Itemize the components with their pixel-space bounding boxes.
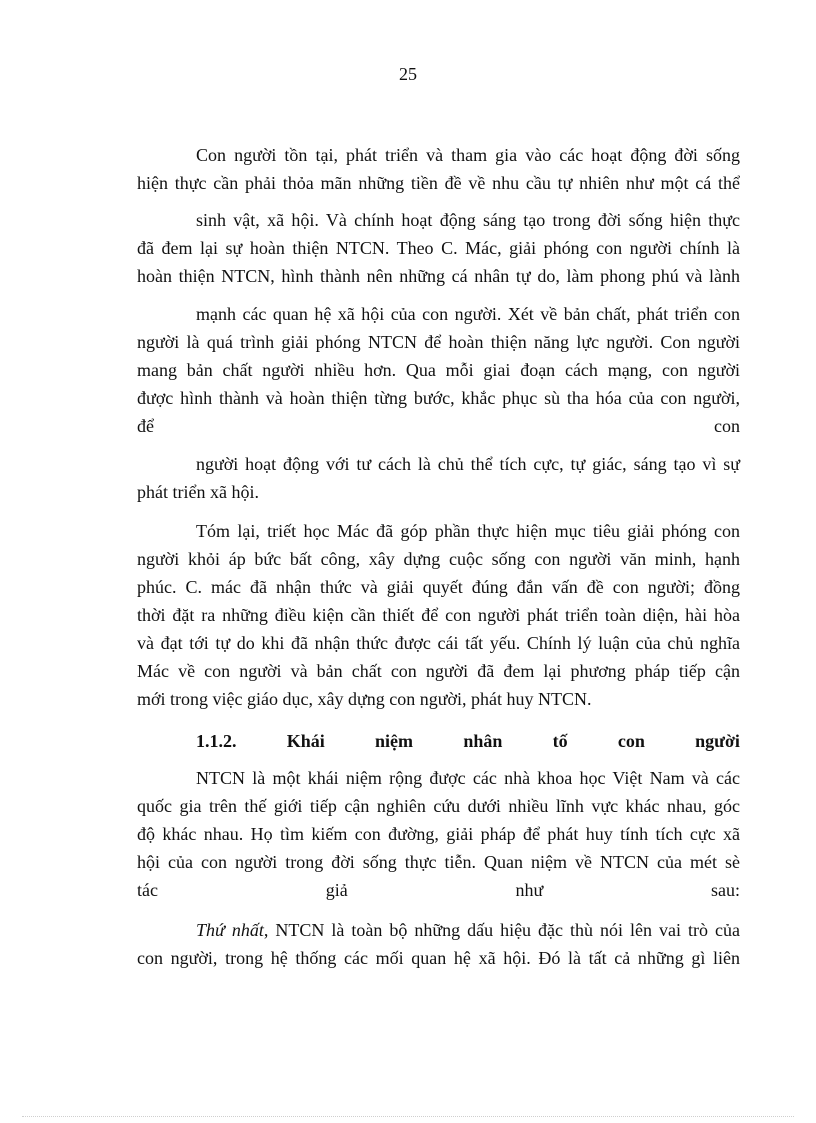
word: để [137, 416, 154, 436]
heading-word: Khái [286, 731, 325, 751]
text-line: và đạt tới tự do khi đã nhận thức được cái tất yếu. Chính lý luận của chủ nghĩa [137, 633, 740, 653]
text-line: độ khác nhau. Họ tìm kiếm con đường, giải pháp để phát huy tính tích cực xã [137, 824, 740, 844]
text-line: người khỏi áp bức bất công, xây dựng cuộc sống con người văn minh, hạnh [137, 549, 740, 569]
page-bottom-rule [22, 1116, 794, 1117]
text-line: phúc. C. mác đã nhận thức và giải quyết đúng đắn vấn đề con người; đồng [137, 577, 740, 597]
text-line: mang bản chất người nhiều hơn. Qua mỗi giai đoạn cách mạng, con người [137, 360, 740, 380]
text-line: người là quá trình giải phóng NTCN để hoàn thiện năng lực người. Con người [137, 332, 740, 352]
text-line: đã đem lại sự hoàn thiện NTCN. Theo C. Mác, giải phóng con người chính là [137, 238, 740, 258]
word: tác [137, 880, 158, 900]
text-line: NTCN là một khái niệm rộng được các nhà khoa học Việt Nam và các [196, 768, 740, 788]
text-line: Con người tồn tại, phát triển và tham gia vào các hoạt động đời sống [196, 145, 740, 165]
text-line: hoàn thiện NTCN, hình thành nên những cá nhân tự do, làm phong phú và lành [137, 266, 740, 286]
section-heading [196, 729, 740, 753]
heading-word: người [695, 731, 740, 751]
heading-word: tố [552, 731, 568, 751]
text-line: quốc gia trên thế giới tiếp cận nghiên cứu dưới nhiều lĩnh vực khác nhau, góc [137, 796, 740, 816]
text-line: Mác về con người và bản chất con người đã đem lại phương pháp tiếp cận [137, 661, 740, 681]
text-line: mới trong việc giáo dục, xây dựng con người, phát huy NTCN. [137, 689, 592, 709]
word: sau: [711, 880, 740, 900]
heading-word: niệm [375, 731, 414, 751]
split-line [137, 414, 740, 438]
text-line: người hoạt động với tư cách là chủ thể tích cực, tự giác, sáng tạo vì sự [196, 454, 740, 474]
text-line: thời đặt ra những điều kiện cần thiết để con người phát triển toàn diện, hài hòa [137, 605, 740, 625]
text-line: mạnh các quan hệ xã hội của con người. Xét về bản chất, phát triển con [196, 304, 740, 324]
text-line: hiện thực cần phải thỏa mãn những tiền đề về nhu cầu tự nhiên như một cá thể [137, 173, 740, 193]
word: con [714, 416, 740, 436]
heading-word: nhân [463, 731, 503, 751]
word: giả [325, 880, 348, 900]
text-line: phát triển xã hội. [137, 482, 259, 502]
split-line [137, 878, 740, 902]
italic-lead: Thứ nhất [196, 920, 264, 940]
text-line: hội của con người trong đời sống thực tiễn. Quan niệm về NTCN của mét sè [137, 852, 740, 872]
text-line: con người, trong hệ thống các mối quan hệ xã hội. Đó là tất cả những gì liên [137, 948, 740, 968]
text-line: được hình thành và hoàn thiện từng bước, khắc phục sù tha hóa của con người, [137, 388, 740, 408]
text-line: sinh vật, xã hội. Và chính hoạt động sáng tạo trong đời sống hiện thực [196, 210, 740, 230]
text-line: Tóm lại, triết học Mác đã góp phần thực hiện mục tiêu giải phóng con [196, 521, 740, 541]
text-run: , NTCN là toàn bộ những dấu hiệu đặc thù nói lên vai trò của [263, 920, 740, 940]
heading-word: 1.1.2. [196, 731, 237, 751]
page-number: 25 [399, 64, 417, 84]
heading-word: con [617, 731, 645, 751]
word: như [515, 880, 544, 900]
text-line [196, 918, 740, 942]
